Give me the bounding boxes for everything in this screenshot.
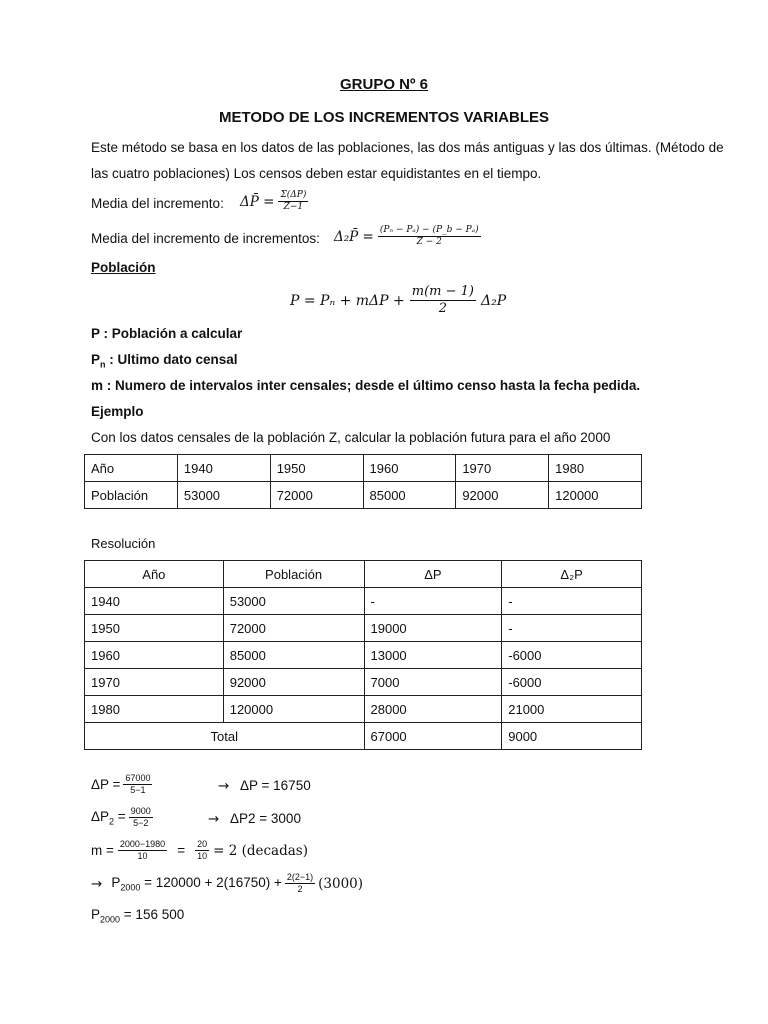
table-cell: 19000 [364, 615, 502, 642]
total-label: Total [85, 723, 365, 750]
table-row [85, 669, 642, 696]
calc-dp-numerator: 67000 [125, 773, 151, 783]
calc-m-denominator-2: 10 [197, 851, 208, 861]
arrow-icon: → [91, 875, 103, 892]
table-cell: Población [85, 482, 178, 509]
table-cell: 120000 [223, 696, 364, 723]
table-row [85, 588, 642, 615]
final-result [91, 907, 184, 925]
def-pn [91, 352, 238, 370]
table-row [85, 696, 642, 723]
table-cell: 28000 [364, 696, 502, 723]
calc-m-denominator-1: 10 [137, 851, 148, 861]
calc-p2000 [91, 872, 363, 895]
resolution-header-row [85, 561, 642, 588]
calc-m-tail: = 2 (decadas) [213, 842, 308, 859]
table-cell: 7000 [364, 669, 502, 696]
calc-dp2-result: ΔP2 = 3000 [230, 811, 301, 826]
mean-incinc-numerator: (Pₙ − Pₐ) − (P_b − Pₐ) [379, 225, 479, 235]
column-header: Año [85, 561, 224, 588]
calc-dp-result: ΔP = 16750 [240, 778, 311, 793]
table-cell: 21000 [502, 696, 642, 723]
column-header: Δ₂P [502, 561, 642, 588]
column-header: Población [223, 561, 364, 588]
table-cell: -6000 [502, 642, 642, 669]
table-cell: 1980 [85, 696, 224, 723]
population-numerator: m(m − 1) [411, 284, 474, 299]
population-denominator: 2 [438, 301, 448, 316]
table-cell: 85000 [363, 482, 456, 509]
mean-incinc-fraction [378, 225, 481, 248]
mean-increment-denominator: Z−1 [283, 202, 304, 212]
def-pn-rest: : Ultimo dato censal [105, 352, 238, 367]
def-p: P : Población a calcular [91, 326, 243, 341]
calc-dp2-eq: = [114, 808, 126, 824]
mean-incinc-denominator: Z − 2 [416, 237, 442, 247]
method-title: METODO DE LOS INCREMENTOS VARIABLES [218, 109, 550, 126]
calc-dp [91, 773, 152, 796]
calc-p2000-tail: (3000) [318, 875, 364, 892]
mean-increment-label: Media del incremento: [91, 196, 224, 211]
calc-dp-fraction [123, 773, 152, 796]
arrow-icon: → [208, 811, 220, 827]
total-row [85, 723, 642, 750]
table-cell: 120000 [549, 482, 642, 509]
calc-dp-lhs: ΔP = [91, 777, 121, 792]
table-cell: 85000 [223, 642, 364, 669]
intro-line-2: las cuatro poblaciones) Los censos deben estar equidistantes en el tiempo. [91, 166, 542, 181]
mean-increment-numerator: Σ(ΔP) [280, 190, 307, 200]
resolution-table [84, 560, 642, 750]
calc-dp2-lhs-main: ΔP [91, 808, 110, 824]
population-lhs: P = Pₙ + mΔP + [290, 292, 405, 309]
table-cell: - [364, 588, 502, 615]
table-cell: 1980 [549, 455, 642, 482]
example-heading: Ejemplo [91, 404, 144, 419]
column-header: ΔP [364, 561, 502, 588]
table-cell: 92000 [223, 669, 364, 696]
calc-m-fraction-1 [118, 839, 167, 862]
census-row-population [85, 482, 642, 509]
final-value: = 156 500 [120, 907, 185, 922]
table-cell: 72000 [223, 615, 364, 642]
calc-m-equals: = [177, 843, 186, 858]
resolution-heading: Resolución [91, 536, 156, 551]
calc-dp-denominator: 5−1 [130, 785, 146, 795]
calc-p2000-body: = 120000 + 2(16750) + [140, 874, 282, 890]
table-cell: 1970 [456, 455, 549, 482]
table-cell: 53000 [177, 482, 270, 509]
table-row [85, 615, 642, 642]
calc-p2000-numerator: 2(2−1) [286, 872, 314, 882]
calc-p2000-denominator: 2 [297, 884, 303, 894]
census-row-years [85, 455, 642, 482]
calc-dp2-denominator: 5−2 [133, 818, 149, 828]
population-formula [290, 284, 506, 317]
table-cell: - [502, 588, 642, 615]
mean-increment-fraction [278, 190, 308, 213]
table-cell: -6000 [502, 669, 642, 696]
calc-dp2 [91, 806, 153, 829]
population-fraction [410, 284, 476, 317]
table-cell: 1970 [85, 669, 224, 696]
table-cell: 92000 [456, 482, 549, 509]
total-d2p: 9000 [502, 723, 642, 750]
calc-dp2-lhs-sub: 2 [109, 816, 115, 827]
calc-p2000-sub: 2000 [120, 882, 141, 893]
calc-p2000-expr [111, 875, 282, 893]
calc-p2000-main: P [111, 874, 121, 890]
final-sub: 2000 [100, 914, 121, 925]
final-main: P [91, 907, 101, 922]
table-cell: 1960 [363, 455, 456, 482]
census-table [84, 454, 642, 509]
table-row [85, 642, 642, 669]
def-pn-sub: n [100, 359, 106, 370]
population-tail: Δ₂P [481, 292, 507, 309]
calc-m-fraction-2 [195, 839, 209, 862]
calc-dp2-fraction [129, 806, 153, 829]
calc-m [91, 839, 308, 862]
table-cell: Año [85, 455, 178, 482]
mean-incinc-lhs: Δ₂P̄ = [334, 228, 374, 245]
table-cell: 72000 [270, 482, 363, 509]
calc-p2000-fraction [285, 872, 315, 895]
mean-incinc-formula [334, 225, 481, 248]
table-cell: 13000 [364, 642, 502, 669]
table-cell: 1950 [270, 455, 363, 482]
calc-m-numerator-2: 20 [197, 839, 208, 849]
calc-m-numerator-1: 2000−1980 [119, 839, 166, 849]
calc-m-lhs: m = [91, 843, 114, 858]
table-cell: 1940 [85, 588, 224, 615]
example-text: Con los datos censales de la población Z, calcular la población futura para el año 2000 [91, 430, 611, 445]
intro-line-1: Este método se basa en los datos de las poblaciones, las dos más antiguas y las dos últimas. (Método de [91, 140, 724, 155]
def-m: m : Numero de intervalos inter censales; desde el último censo hasta la fecha pedida. [91, 378, 641, 393]
arrow-icon: → [218, 778, 230, 794]
calc-dp2-numerator: 9000 [130, 806, 151, 816]
total-dp: 67000 [364, 723, 502, 750]
table-cell: - [502, 615, 642, 642]
table-cell: 1960 [85, 642, 224, 669]
population-heading: Población [91, 260, 156, 275]
table-cell: 53000 [223, 588, 364, 615]
table-cell: 1940 [177, 455, 270, 482]
group-title: GRUPO Nº 6 [340, 76, 428, 93]
mean-increment-lhs: ΔP̄ = [240, 193, 275, 210]
calc-dp2-lhs [91, 809, 126, 827]
def-pn-main: P [91, 352, 101, 367]
table-cell: 1950 [85, 615, 224, 642]
mean-incinc-label: Media del incremento de incrementos: [91, 231, 320, 246]
mean-increment-formula [240, 190, 308, 213]
